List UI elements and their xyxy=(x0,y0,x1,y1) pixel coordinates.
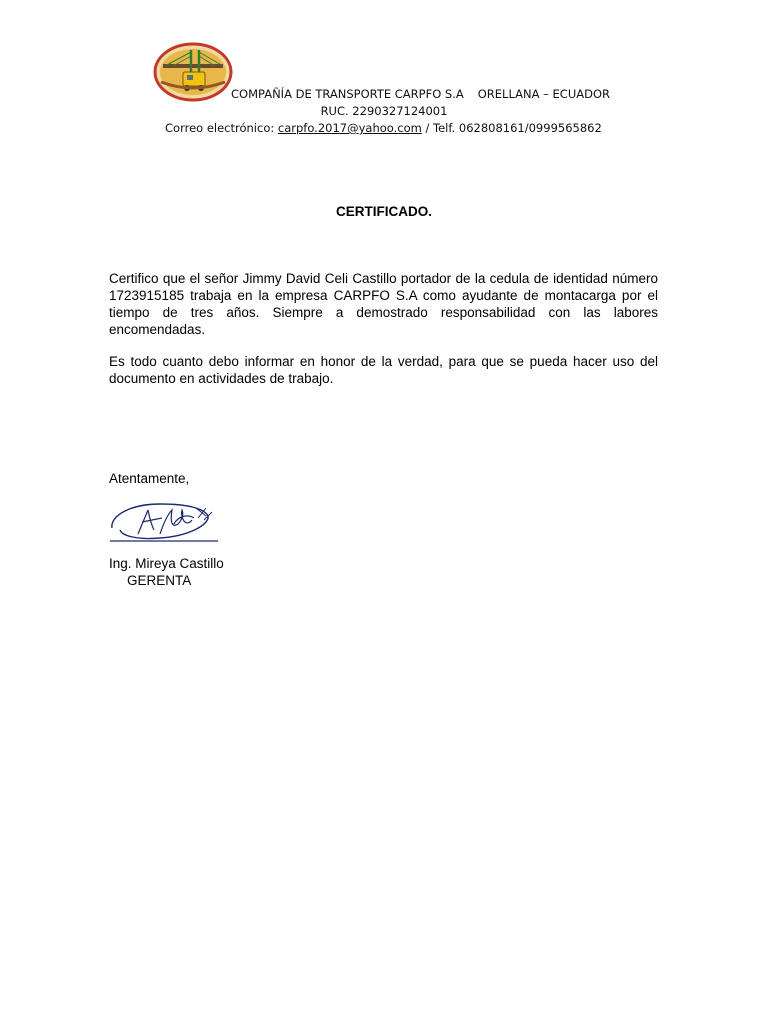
closing-salutation: Atentamente, xyxy=(109,471,190,486)
document-title: CERTIFICADO. xyxy=(336,204,432,219)
contact-line xyxy=(165,121,602,135)
email-link[interactable]: carpfo.2017@yahoo.com xyxy=(277,121,422,135)
certificate-paragraph: Certifico que el señor Jimmy David Celi Castillo portador de la cedula de identidad número 1723915185 trabaja en la empresa CARPFO S.A como ayudante de montacarga por el tiempo de tres años. Siempre a demostrado responsabilidad con las labores encomendadas. xyxy=(109,271,658,337)
company-location: ORELLANA – ECUADOR xyxy=(477,87,611,101)
company-header-line xyxy=(231,87,610,101)
email-label: Correo electrónico: xyxy=(165,121,278,135)
phone-text: / Telf. 062808161/0999565862 xyxy=(421,121,602,135)
company-ruc: RUC. 2290327124001 xyxy=(320,104,448,118)
company-logo-icon xyxy=(153,42,233,102)
closing-paragraph: Es todo cuanto debo informar en honor de la verdad, para que se pueda hacer uso del documento en actividades de trabajo. xyxy=(109,354,658,386)
signer-role: GERENTA xyxy=(127,573,192,588)
signer-name: Ing. Mireya Castillo xyxy=(109,556,224,571)
signature-icon xyxy=(108,494,220,548)
company-name: COMPAÑÍA DE TRANSPORTE CARPFO S.A xyxy=(231,87,464,101)
